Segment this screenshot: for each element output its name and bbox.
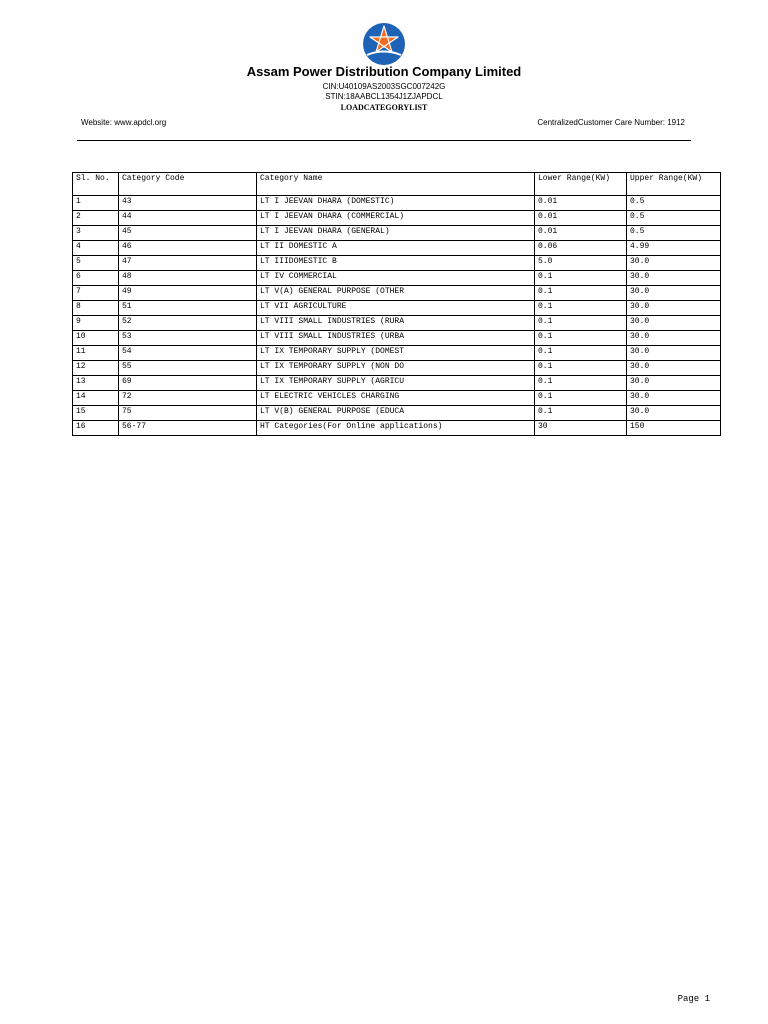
lower-range-cell: 0.1 xyxy=(535,361,627,376)
category-name-cell: LT VIII SMALL INDUSTRIES (RURA xyxy=(257,316,535,331)
category-name-cell: LT I JEEVAN DHARA (GENERAL) xyxy=(257,226,535,241)
sl-no-cell: 14 xyxy=(73,391,119,406)
lower-range-cell: 0.01 xyxy=(535,226,627,241)
header-divider xyxy=(77,140,691,141)
category-code-cell: 53 xyxy=(119,331,257,346)
header-category-name: Category Name xyxy=(257,173,535,196)
category-name-cell: LT VIII SMALL INDUSTRIES (URBA xyxy=(257,331,535,346)
header-lower-range: Lower Range(KW) xyxy=(535,173,627,196)
lower-range-cell: 0.01 xyxy=(535,196,627,211)
category-code-cell: 48 xyxy=(119,271,257,286)
cin-number: CIN:U40109AS2003SGC007242G xyxy=(322,82,446,91)
upper-range-cell: 30.0 xyxy=(627,391,721,406)
upper-range-cell: 30.0 xyxy=(627,316,721,331)
upper-range-cell: 0.5 xyxy=(627,196,721,211)
category-code-cell: 44 xyxy=(119,211,257,226)
sl-no-cell: 12 xyxy=(73,361,119,376)
lower-range-cell: 0.01 xyxy=(535,211,627,226)
upper-range-cell: 0.5 xyxy=(627,211,721,226)
page-number: Page 1 xyxy=(677,994,710,1004)
table-row xyxy=(73,331,721,346)
lower-range-cell: 0.1 xyxy=(535,376,627,391)
upper-range-cell: 30.0 xyxy=(627,331,721,346)
category-name-cell: LT V(B) GENERAL PURPOSE (EDUCA xyxy=(257,406,535,421)
category-code-cell: 54 xyxy=(119,346,257,361)
table-row xyxy=(73,361,721,376)
table-row xyxy=(73,421,721,436)
sl-no-cell: 2 xyxy=(73,211,119,226)
lower-range-cell: 0.1 xyxy=(535,346,627,361)
header-upper-range: Upper Range(KW) xyxy=(627,173,721,196)
table-header-row xyxy=(73,173,721,196)
upper-range-cell: 30.0 xyxy=(627,376,721,391)
upper-range-cell: 30.0 xyxy=(627,346,721,361)
upper-range-cell: 30.0 xyxy=(627,286,721,301)
category-name-cell: LT IX TEMPORARY SUPPLY (DOMEST xyxy=(257,346,535,361)
lower-range-cell: 5.0 xyxy=(535,256,627,271)
load-category-table xyxy=(72,172,721,436)
lower-range-cell: 0.06 xyxy=(535,241,627,256)
sl-no-cell: 13 xyxy=(73,376,119,391)
upper-range-cell: 0.5 xyxy=(627,226,721,241)
table-row xyxy=(73,391,721,406)
table-row xyxy=(73,286,721,301)
category-name-cell: LT IV COMMERCIAL xyxy=(257,271,535,286)
table-row xyxy=(73,346,721,361)
category-code-cell: 49 xyxy=(119,286,257,301)
website-text: Website: www.apdcl.org xyxy=(81,118,167,127)
category-name-cell: HT Categories(For Online applications) xyxy=(257,421,535,436)
table-row xyxy=(73,226,721,241)
category-code-cell: 45 xyxy=(119,226,257,241)
table-row xyxy=(73,406,721,421)
table-row xyxy=(73,316,721,331)
lower-range-cell: 0.1 xyxy=(535,286,627,301)
sl-no-cell: 1 xyxy=(73,196,119,211)
sl-no-cell: 6 xyxy=(73,271,119,286)
category-code-cell: 51 xyxy=(119,301,257,316)
category-name-cell: LT I JEEVAN DHARA (DOMESTIC) xyxy=(257,196,535,211)
category-name-cell: LT IIIDOMESTIC B xyxy=(257,256,535,271)
category-name-cell: LT II DOMESTIC A xyxy=(257,241,535,256)
upper-range-cell: 30.0 xyxy=(627,406,721,421)
category-name-cell: LT VII AGRICULTURE xyxy=(257,301,535,316)
lower-range-cell: 0.1 xyxy=(535,391,627,406)
sl-no-cell: 5 xyxy=(73,256,119,271)
header-category-code: Category Code xyxy=(119,173,257,196)
sl-no-cell: 16 xyxy=(73,421,119,436)
upper-range-cell: 30.0 xyxy=(627,271,721,286)
lower-range-cell: 0.1 xyxy=(535,331,627,346)
customer-care-text: CentralizedCustomer Care Number: 1912 xyxy=(537,118,685,127)
sl-no-cell: 7 xyxy=(73,286,119,301)
lower-range-cell: 0.1 xyxy=(535,406,627,421)
table-row xyxy=(73,241,721,256)
category-code-cell: 43 xyxy=(119,196,257,211)
category-code-cell: 56-77 xyxy=(119,421,257,436)
sl-no-cell: 8 xyxy=(73,301,119,316)
table-row xyxy=(73,271,721,286)
sl-no-cell: 11 xyxy=(73,346,119,361)
table-row xyxy=(73,376,721,391)
category-code-cell: 52 xyxy=(119,316,257,331)
category-name-cell: LT ELECTRIC VEHICLES CHARGING xyxy=(257,391,535,406)
lower-range-cell: 0.1 xyxy=(535,271,627,286)
upper-range-cell: 150 xyxy=(627,421,721,436)
sl-no-cell: 4 xyxy=(73,241,119,256)
upper-range-cell: 4.99 xyxy=(627,241,721,256)
category-code-cell: 69 xyxy=(119,376,257,391)
upper-range-cell: 30.0 xyxy=(627,301,721,316)
lower-range-cell: 30 xyxy=(535,421,627,436)
sl-no-cell: 10 xyxy=(73,331,119,346)
category-name-cell: LT IX TEMPORARY SUPPLY (NON DO xyxy=(257,361,535,376)
company-name: Assam Power Distribution Company Limited xyxy=(246,64,522,79)
category-name-cell: LT I JEEVAN DHARA (COMMERCIAL) xyxy=(257,211,535,226)
category-code-cell: 75 xyxy=(119,406,257,421)
table-row xyxy=(73,211,721,226)
header-sl-no: Sl. No. xyxy=(73,173,119,196)
sl-no-cell: 15 xyxy=(73,406,119,421)
category-name-cell: LT IX TEMPORARY SUPPLY (AGRICU xyxy=(257,376,535,391)
upper-range-cell: 30.0 xyxy=(627,256,721,271)
sl-no-cell: 3 xyxy=(73,226,119,241)
category-code-cell: 46 xyxy=(119,241,257,256)
category-code-cell: 72 xyxy=(119,391,257,406)
stin-number: STIN:18AABCL1354J1ZJAPDCL xyxy=(325,92,443,101)
document-title: LOADCATEGORYLIST xyxy=(340,103,428,112)
table-row xyxy=(73,196,721,211)
category-name-cell: LT V(A) GENERAL PURPOSE (OTHER xyxy=(257,286,535,301)
sl-no-cell: 9 xyxy=(73,316,119,331)
table-row xyxy=(73,256,721,271)
table-row xyxy=(73,301,721,316)
lower-range-cell: 0.1 xyxy=(535,301,627,316)
apdcl-logo-icon xyxy=(362,22,406,66)
category-code-cell: 47 xyxy=(119,256,257,271)
category-code-cell: 55 xyxy=(119,361,257,376)
lower-range-cell: 0.1 xyxy=(535,316,627,331)
upper-range-cell: 30.0 xyxy=(627,361,721,376)
